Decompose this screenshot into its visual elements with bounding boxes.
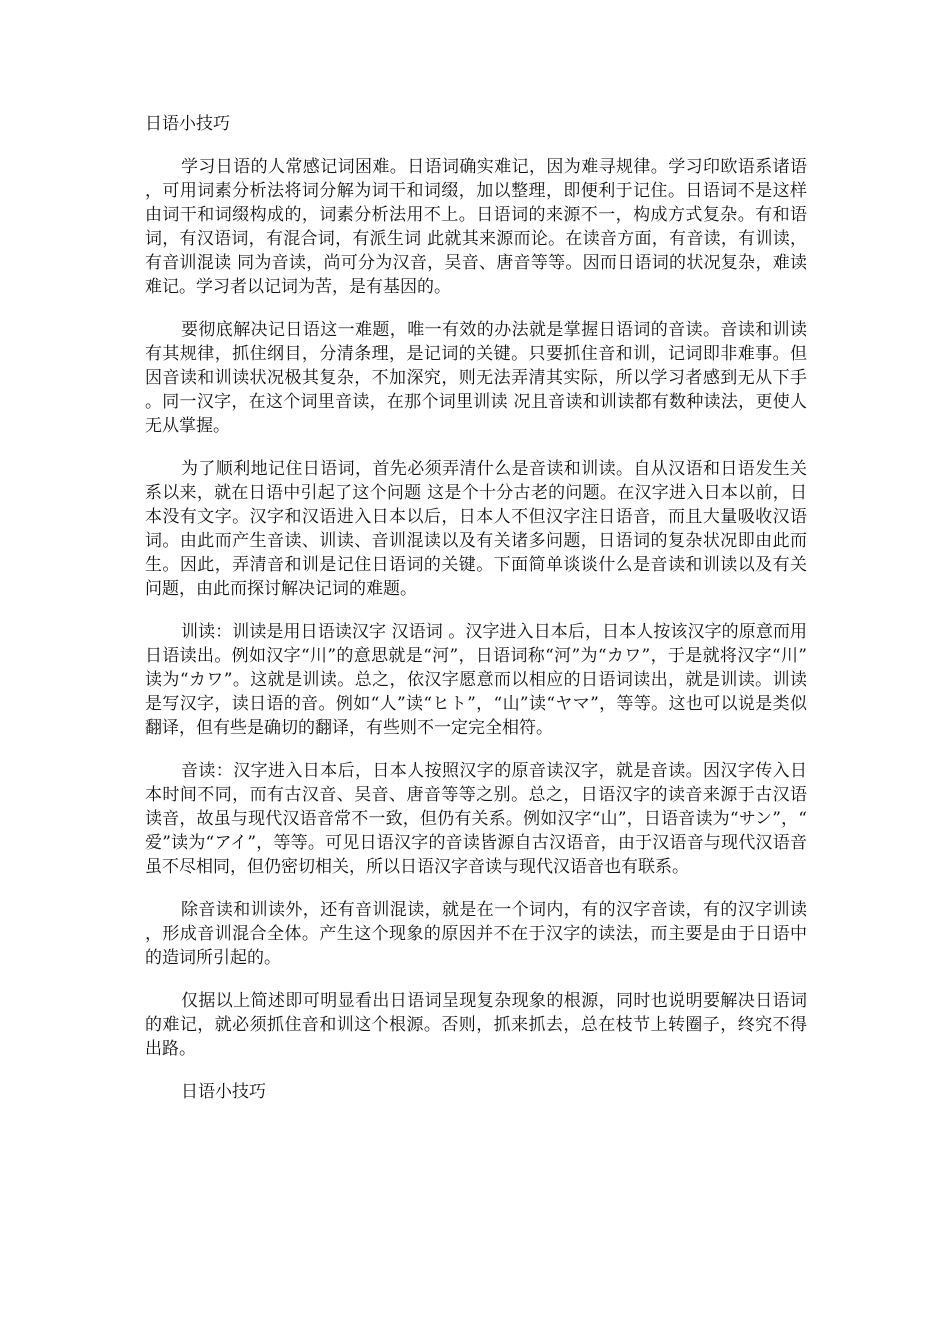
paragraph-solution: 要彻底解决记日语这一难题，唯一有效的办法就是掌握日语词的音读。音读和训读有其规律，抓住纲目，分清条理，是记词的关键。只要抓住音和训，记词即非难事。但因音读和训读状况极其复杂，不加深究，则无法弄清其实际，所以学习者感到无从下手。同一汉字，在这个词里音读，在那个词里训读 况且音读和训读都有数种读法，更使人无从掌握。 (145, 320, 807, 436)
document-page (145, 112, 807, 1104)
paragraph-mixed-reading: 除音读和训读外，还有音训混读，就是在一个词内，有的汉字音读，有的汉字训读，形成音训混合全体。产生这个现象的原因并不在于汉字的读法，而主要是由于日语中的造词所引起的。 (145, 900, 807, 968)
paragraph-conclusion: 仅据以上简述即可明显看出日语词呈现复杂现象的根源，同时也说明要解决日语词的难记，就必须抓住音和训这个根源。否则，抓来抓去，总在枝节上转圈子，终究不得出路。 (145, 991, 807, 1059)
paragraph-on-reading: 音读：汉字进入日本后，日本人按照汉字的原音读汉字，就是音读。因汉字传入日本时间不同，而有古汉音、吴音、唐音等等之别。总之，日语汉字的读音来源于古汉语读音，故虽与现代汉语音常不一致，但仍有关系。例如汉字“山”，日语音读为“サン”，“爱”读为“アイ”，等等。可见日语汉字的音读皆源自古汉语音，由于汉语音与现代汉语音虽不尽相同，但仍密切相关，所以日语汉字音读与现代汉语音也有联系。 (145, 761, 807, 877)
paragraph-purpose: 为了顺利地记住日语词，首先必须弄清什么是音读和训读。自从汉语和日语发生关系以来，就在日语中引起了这个问题 这是个十分古老的问题。在汉字进入日本以前，日本没有文字。汉字和汉语进入日本以后，日本人不但汉字注日语音，而且大量吸收汉语词。由此而产生音读、训读、音训混读以及有关诸多问题，日语词的复杂状况即由此而生。因此，弄清音和训是记住日语词的关键。下面简单谈谈什么是音读和训读以及有关问题，由此而探讨解决记词的难题。 (145, 459, 807, 599)
document-title: 日语小技巧 (145, 114, 230, 134)
paragraph-intro: 学习日语的人常感记词困难。日语词确实难记，因为难寻规律。学习印欧语系诸语，可用词素分析法将词分解为词干和词缀，加以整理，即便利于记住。日语词不是这样由词干和词缀构成的，词素分析法用不上。日语词的来源不一，构成方式复杂。有和语词，有汉语词，有混合词，有派生词 此就其来源而论。在读音方面，有音读，有训读，有音训混读 同为音读，尚可分为汉音，吴音、唐音等等。因而日语词的状况复杂，难读难记。学习者以记词为苦，是有基因的。 (145, 157, 807, 297)
paragraph-kun-reading: 训读：训读是用日语读汉字 汉语词 。汉字进入日本后，日本人按该汉字的原意而用日语读出。例如汉字“川”的意思就是“河”，日语词称“河”为“カワ”，于是就将汉字“川”读为“カワ”。这就是训读。总之，依汉字愿意而以相应的日语词读出，就是训读。训读是写汉字，读日语的音。例如“人”读“ヒト”，“山”读“ヤマ”，等等。这也可以说是类似翻译，但有些是确切的翻译，有些则不一定完全相符。 (145, 622, 807, 738)
footer-title: 日语小技巧 (181, 1082, 266, 1102)
